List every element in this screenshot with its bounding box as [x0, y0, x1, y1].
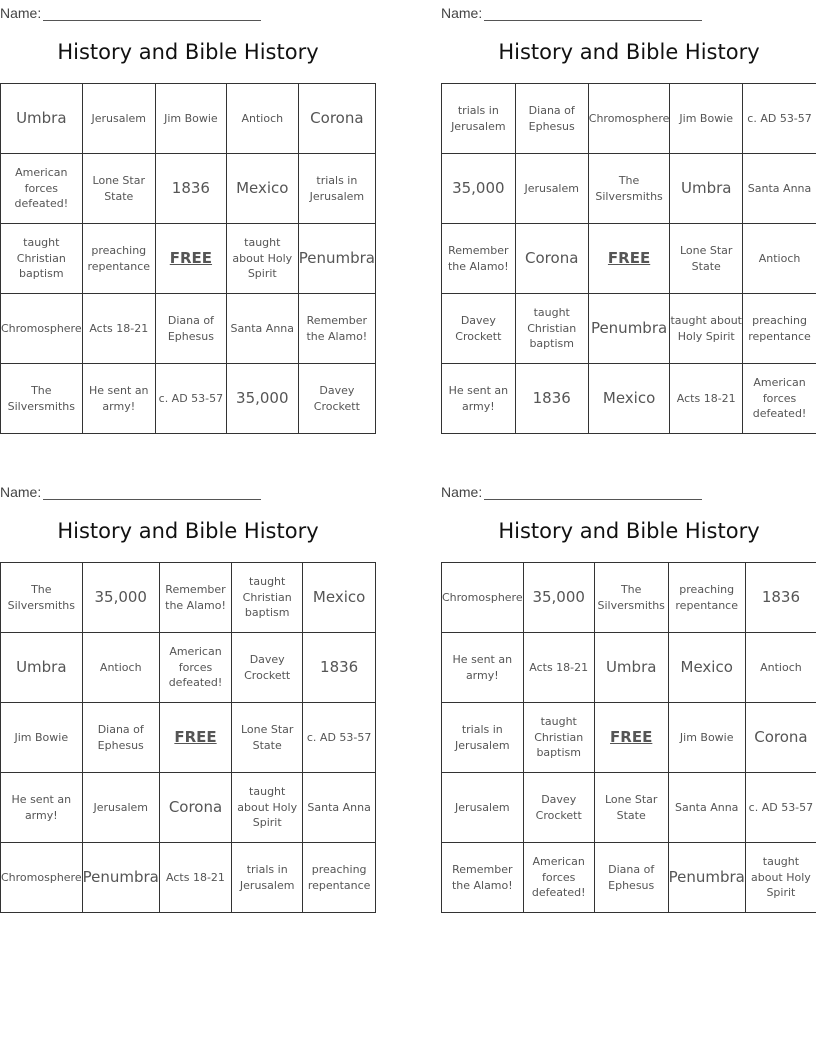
bingo-cell[interactable]: Mexico: [303, 563, 376, 633]
bingo-cell[interactable]: c. AD 53-57: [303, 703, 376, 773]
bingo-cell[interactable]: Corona: [159, 773, 231, 843]
bingo-cell[interactable]: 1836: [515, 364, 588, 434]
bingo-row: [1, 154, 376, 224]
bingo-cell[interactable]: Jim Bowie: [670, 84, 743, 154]
bingo-cell[interactable]: Jerusalem: [82, 84, 155, 154]
name-blank[interactable]: [484, 486, 702, 500]
bingo-cell[interactable]: Mexico: [588, 364, 670, 434]
bingo-cell[interactable]: Penumbra: [298, 224, 375, 294]
bingo-cell[interactable]: American forces defeated!: [159, 633, 231, 703]
bingo-cell[interactable]: Antioch: [743, 224, 816, 294]
bingo-cell[interactable]: The Silversmiths: [1, 563, 83, 633]
card-title: History and Bible History: [57, 519, 319, 543]
bingo-cell[interactable]: Diana of Ephesus: [155, 294, 226, 364]
bingo-row: [442, 224, 816, 294]
bingo-row: [442, 843, 816, 913]
bingo-row: [1, 224, 376, 294]
bingo-cell[interactable]: c. AD 53-57: [745, 773, 816, 843]
bingo-card-3: [0, 479, 376, 919]
bingo-row: [442, 563, 816, 633]
bingo-cell[interactable]: Diana of Ephesus: [82, 703, 159, 773]
bingo-grid: [441, 83, 816, 434]
bingo-row: [442, 773, 816, 843]
bingo-cell[interactable]: Umbra: [594, 633, 668, 703]
bingo-row: [1, 563, 376, 633]
bingo-card-2: [441, 0, 816, 440]
bingo-cell[interactable]: 35,000: [442, 154, 516, 224]
card-title: History and Bible History: [57, 40, 319, 64]
bingo-cell[interactable]: preaching repentance: [303, 843, 376, 913]
bingo-row: [442, 294, 816, 364]
bingo-cell[interactable]: Santa Anna: [743, 154, 816, 224]
bingo-row: [442, 84, 816, 154]
name-blank[interactable]: [43, 486, 261, 500]
bingo-cell[interactable]: Penumbra: [588, 294, 670, 364]
bingo-cell[interactable]: Santa Anna: [668, 773, 745, 843]
bingo-row: [1, 294, 376, 364]
free-space[interactable]: FREE: [594, 703, 668, 773]
bingo-card-4: [441, 479, 816, 919]
bingo-cell[interactable]: Mexico: [226, 154, 298, 224]
bingo-cell[interactable]: trials in Jerusalem: [442, 84, 516, 154]
bingo-cell[interactable]: Acts 18-21: [523, 633, 594, 703]
bingo-cell[interactable]: He sent an army!: [442, 364, 516, 434]
bingo-cell[interactable]: Davey Crockett: [232, 633, 303, 703]
bingo-cell[interactable]: Corona: [745, 703, 816, 773]
bingo-cell[interactable]: taught Christian baptism: [232, 563, 303, 633]
bingo-cell[interactable]: preaching repentance: [743, 294, 816, 364]
bingo-cell[interactable]: Lone Star State: [670, 224, 743, 294]
bingo-cell[interactable]: Jim Bowie: [155, 84, 226, 154]
bingo-cell[interactable]: American forces defeated!: [523, 843, 594, 913]
bingo-card-1: [0, 0, 376, 440]
bingo-cell[interactable]: c. AD 53-57: [155, 364, 226, 434]
bingo-cell[interactable]: Remember the Alamo!: [442, 843, 524, 913]
bingo-cell[interactable]: The Silversmiths: [588, 154, 670, 224]
bingo-row: [442, 703, 816, 773]
bingo-cell[interactable]: Acts 18-21: [159, 843, 231, 913]
bingo-cell[interactable]: Antioch: [745, 633, 816, 703]
bingo-cell[interactable]: Corona: [515, 224, 588, 294]
bingo-cell[interactable]: American forces defeated!: [743, 364, 816, 434]
bingo-cell[interactable]: Jim Bowie: [1, 703, 83, 773]
card-title: History and Bible History: [498, 519, 760, 543]
bingo-cell[interactable]: trials in Jerusalem: [298, 154, 375, 224]
bingo-cell[interactable]: taught Christian baptism: [1, 224, 83, 294]
bingo-cell[interactable]: Antioch: [82, 633, 159, 703]
bingo-cell[interactable]: 1836: [745, 563, 816, 633]
bingo-cell[interactable]: Mexico: [668, 633, 745, 703]
bingo-row: [442, 364, 816, 434]
bingo-row: [1, 84, 376, 154]
bingo-cell[interactable]: Chromosphere: [1, 294, 83, 364]
bingo-cell[interactable]: Diana of Ephesus: [515, 84, 588, 154]
bingo-cell[interactable]: Acts 18-21: [82, 294, 155, 364]
bingo-cell[interactable]: He sent an army!: [82, 364, 155, 434]
name-line: [441, 480, 702, 500]
bingo-cell[interactable]: 1836: [155, 154, 226, 224]
bingo-cell[interactable]: Lone Star State: [82, 154, 155, 224]
bingo-cell[interactable]: Davey Crockett: [523, 773, 594, 843]
bingo-grid: [0, 562, 376, 913]
bingo-cell[interactable]: Lone Star State: [232, 703, 303, 773]
name-line: [0, 1, 261, 21]
bingo-cell[interactable]: taught Christian baptism: [515, 294, 588, 364]
name-label: Name:: [0, 5, 42, 21]
bingo-cell[interactable]: trials in Jerusalem: [442, 703, 524, 773]
bingo-cell[interactable]: Penumbra: [668, 843, 745, 913]
bingo-cell[interactable]: Jerusalem: [515, 154, 588, 224]
bingo-cell[interactable]: preaching repentance: [82, 224, 155, 294]
bingo-cell[interactable]: Chromosphere: [588, 84, 670, 154]
bingo-cell[interactable]: 35,000: [226, 364, 298, 434]
bingo-cell[interactable]: Remember the Alamo!: [298, 294, 375, 364]
bingo-cell[interactable]: taught Christian baptism: [523, 703, 594, 773]
name-line: [0, 480, 261, 500]
bingo-cell[interactable]: Chromosphere: [1, 843, 83, 913]
bingo-cell[interactable]: taught about Holy Spirit: [670, 294, 743, 364]
bingo-cell[interactable]: 35,000: [523, 563, 594, 633]
card-title: History and Bible History: [498, 40, 760, 64]
free-space[interactable]: FREE: [588, 224, 670, 294]
bingo-cell[interactable]: Jerusalem: [82, 773, 159, 843]
name-line: [441, 1, 702, 21]
bingo-cell[interactable]: Umbra: [670, 154, 743, 224]
bingo-cell[interactable]: 35,000: [82, 563, 159, 633]
bingo-cell[interactable]: Corona: [298, 84, 375, 154]
name-label: Name:: [0, 484, 42, 500]
bingo-row: [1, 633, 376, 703]
free-space[interactable]: FREE: [159, 703, 231, 773]
bingo-cell[interactable]: Remember the Alamo!: [159, 563, 231, 633]
bingo-cell[interactable]: 1836: [303, 633, 376, 703]
bingo-row: [1, 843, 376, 913]
free-space[interactable]: FREE: [155, 224, 226, 294]
bingo-row: [1, 364, 376, 434]
bingo-cell[interactable]: Jerusalem: [442, 773, 524, 843]
bingo-cell[interactable]: American forces defeated!: [1, 154, 83, 224]
bingo-cell[interactable]: He sent an army!: [1, 773, 83, 843]
name-blank[interactable]: [484, 7, 702, 21]
bingo-cell[interactable]: preaching repentance: [668, 563, 745, 633]
bingo-cell[interactable]: taught about Holy Spirit: [232, 773, 303, 843]
bingo-cell[interactable]: The Silversmiths: [594, 563, 668, 633]
bingo-cell[interactable]: Umbra: [1, 633, 83, 703]
bingo-grid: [441, 562, 816, 913]
bingo-cell[interactable]: Lone Star State: [594, 773, 668, 843]
bingo-cell[interactable]: trials in Jerusalem: [232, 843, 303, 913]
bingo-cell[interactable]: c. AD 53-57: [743, 84, 816, 154]
bingo-cell[interactable]: Davey Crockett: [442, 294, 516, 364]
bingo-cell[interactable]: Penumbra: [82, 843, 159, 913]
bingo-cell[interactable]: Davey Crockett: [298, 364, 375, 434]
bingo-cell[interactable]: Umbra: [1, 84, 83, 154]
bingo-cell[interactable]: Diana of Ephesus: [594, 843, 668, 913]
name-label: Name:: [441, 5, 483, 21]
bingo-cell[interactable]: Antioch: [226, 84, 298, 154]
bingo-row: [1, 773, 376, 843]
bingo-row: [1, 703, 376, 773]
bingo-cell[interactable]: Remember the Alamo!: [442, 224, 516, 294]
bingo-cell[interactable]: Chromosphere: [442, 563, 524, 633]
bingo-cell[interactable]: taught about Holy Spirit: [745, 843, 816, 913]
bingo-cell[interactable]: taught about Holy Spirit: [226, 224, 298, 294]
bingo-cell[interactable]: Jim Bowie: [668, 703, 745, 773]
bingo-row: [442, 633, 816, 703]
name-label: Name:: [441, 484, 483, 500]
bingo-cell[interactable]: Santa Anna: [226, 294, 298, 364]
bingo-cell[interactable]: He sent an army!: [442, 633, 524, 703]
bingo-cell[interactable]: Santa Anna: [303, 773, 376, 843]
bingo-cell[interactable]: The Silversmiths: [1, 364, 83, 434]
bingo-grid: [0, 83, 376, 434]
bingo-row: [442, 154, 816, 224]
name-blank[interactable]: [43, 7, 261, 21]
bingo-cell[interactable]: Acts 18-21: [670, 364, 743, 434]
